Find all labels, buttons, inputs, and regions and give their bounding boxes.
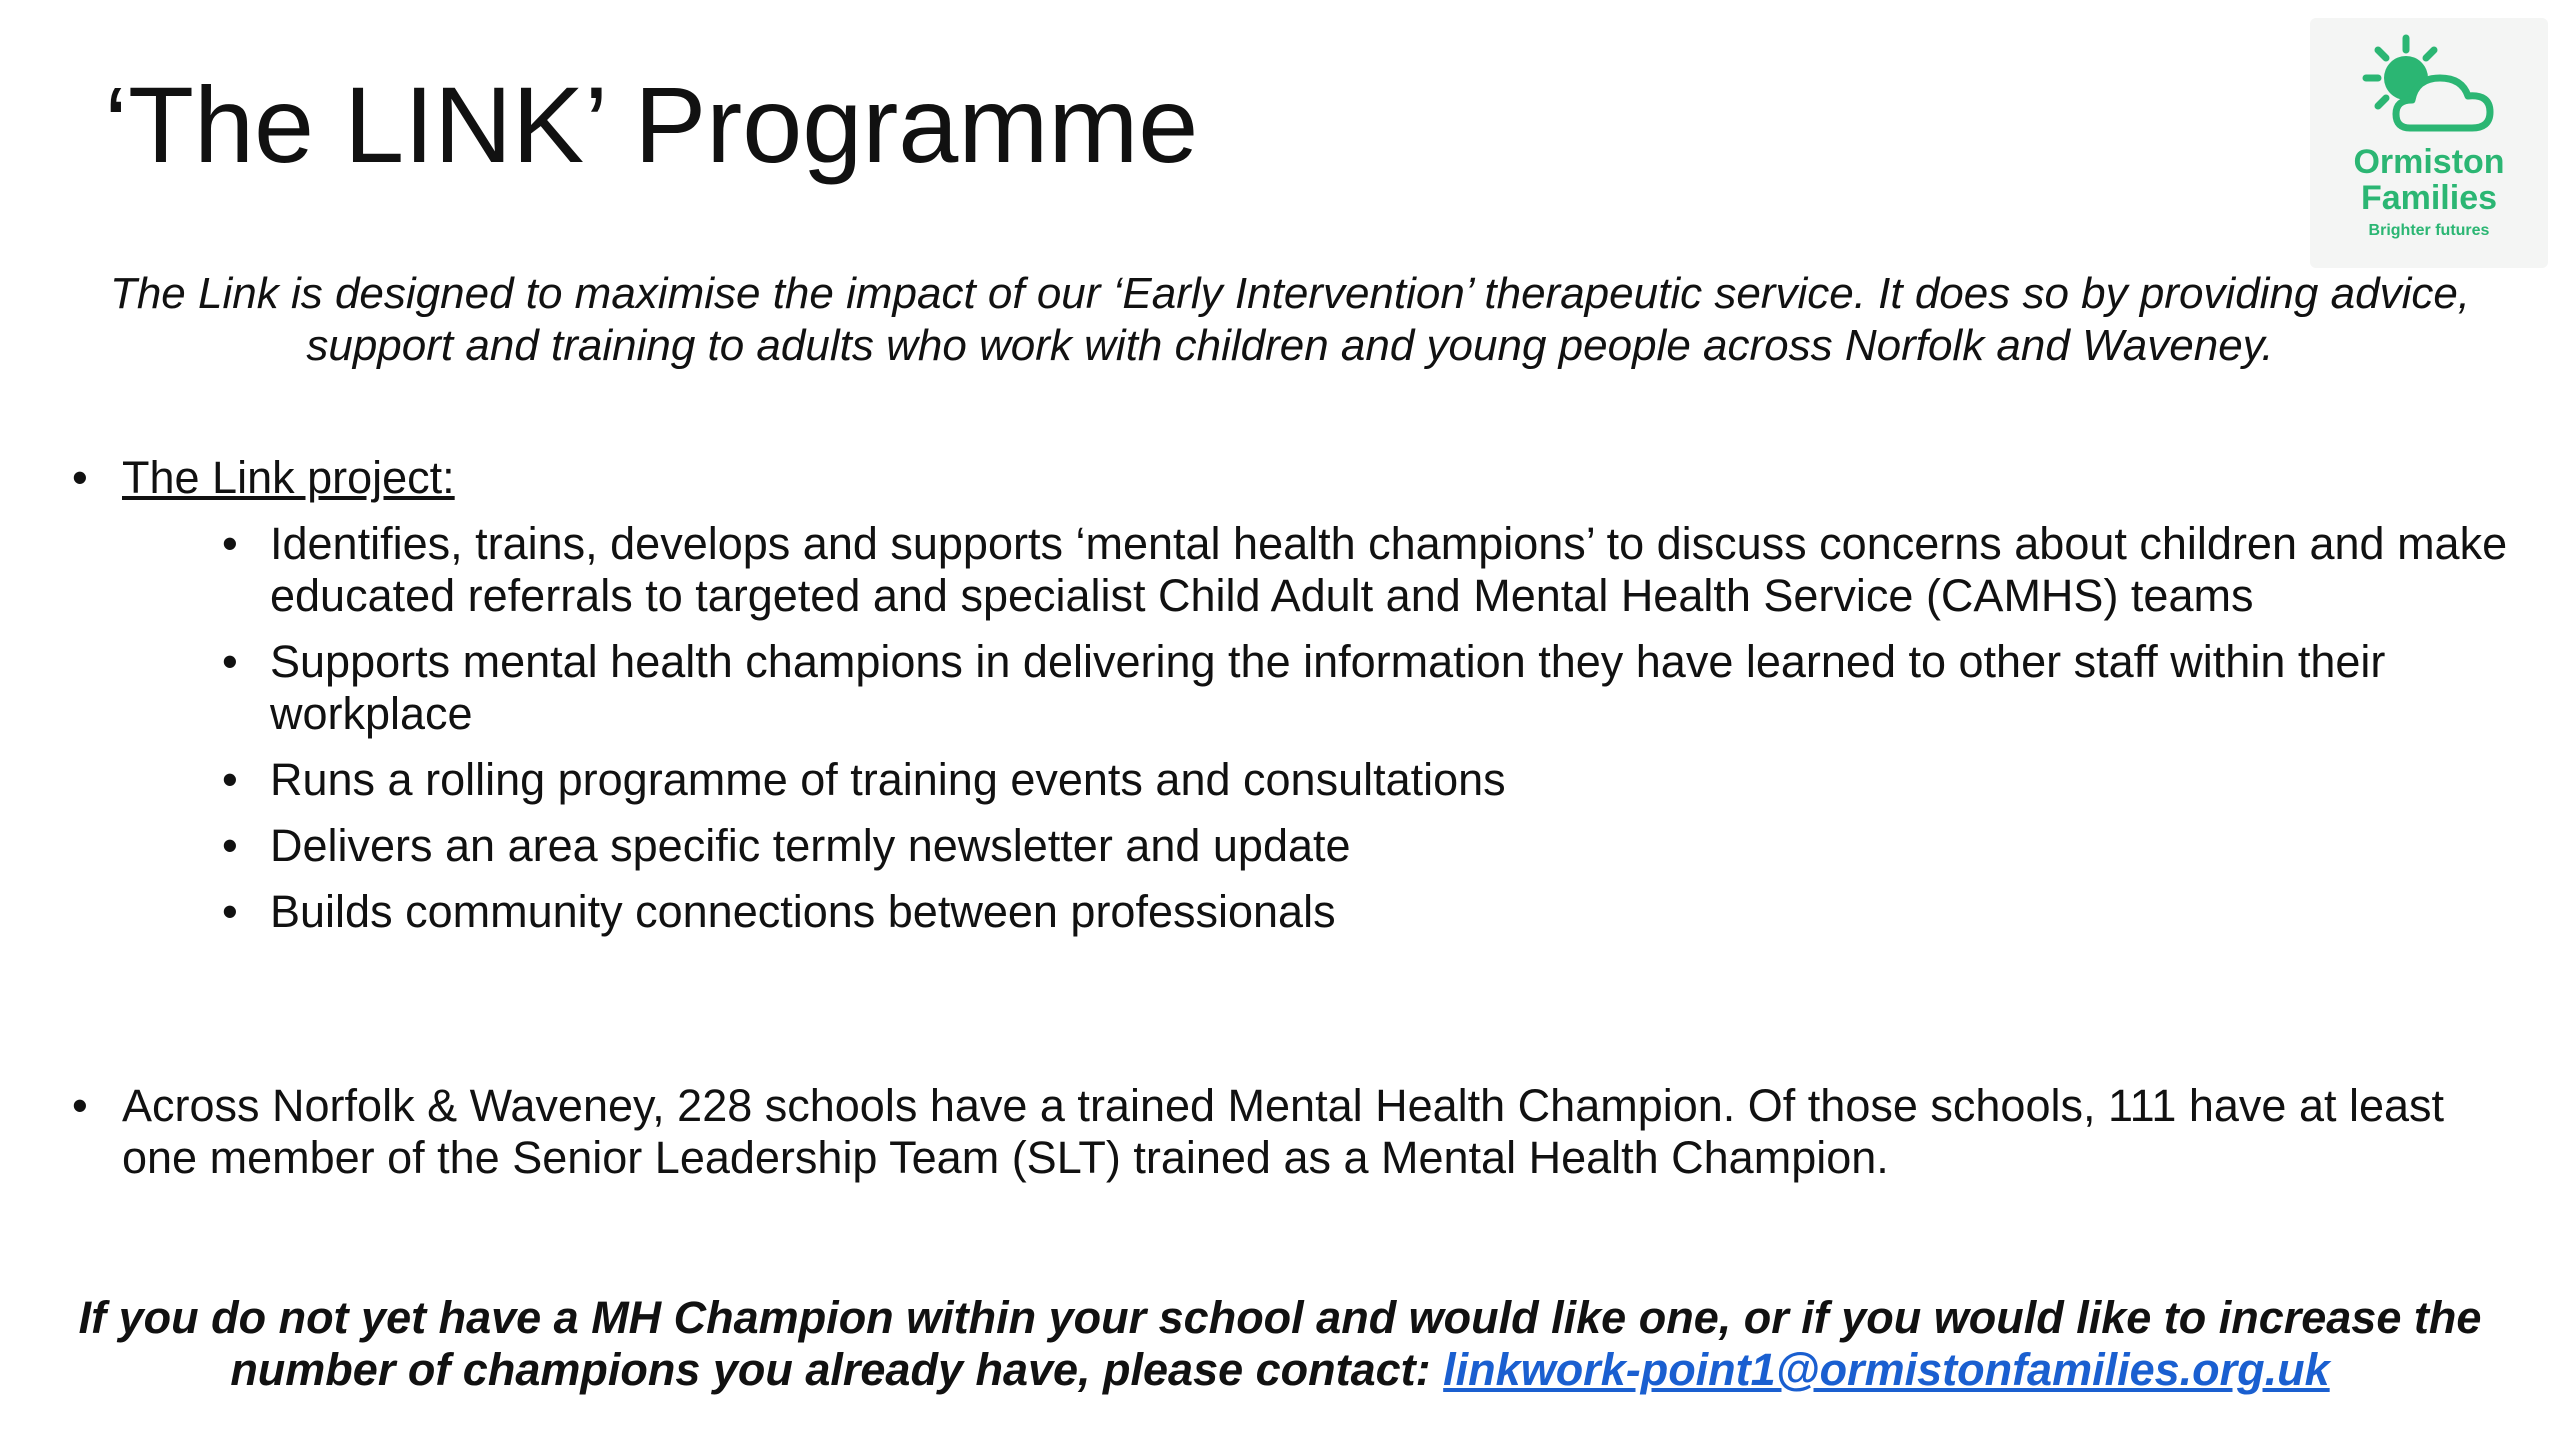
contact-paragraph: [60, 1292, 2500, 1396]
intro-paragraph: The Link is designed to maximise the impact of our ‘Early Intervention’ therapeutic service. It does so by providing advice, support and training to adults who work with children and young people across Norfolk and Waveney.: [109, 269, 2471, 370]
project-items-list: [122, 518, 2512, 938]
list-item: • Runs a rolling programme of training events and consultations: [122, 754, 2512, 806]
list-item: • Supports mental health champions in delivering the information they have learned to other staff within their workplace: [122, 636, 2512, 740]
contact-text: If you do not yet have a MH Champion within your school and would like one, or if you would like to increase the number of champions you already have, please contact:: [78, 1292, 2482, 1395]
sun-cloud-icon: [2340, 32, 2520, 144]
ormiston-families-logo: [2310, 18, 2548, 268]
contact-email-link[interactable]: linkwork-point1@ormistonfamilies.org.uk: [1443, 1344, 2330, 1395]
list-item: • Delivers an area specific termly newsletter and update: [122, 820, 2512, 872]
page-title: ‘The LINK’ Programme: [104, 64, 1199, 185]
list-item: • Identifies, trains, develops and supports ‘mental health champions’ to discuss concerns about children and make educated referrals to targeted and specialist Child Adult and Mental Health Service (CAMHS) teams: [122, 518, 2512, 622]
logo-tagline: Brighter futures: [2368, 222, 2490, 239]
logo-name-line2: Families: [2360, 179, 2498, 217]
project-label: The Link project:: [122, 452, 455, 503]
project-bullet: [72, 452, 2512, 938]
logo-name-line1: Ormiston: [2353, 143, 2505, 181]
stats-bullet: • Across Norfolk & Waveney, 228 schools have a trained Mental Health Champion. Of those schools, 111 have at least one member of the Senior Leadership Team (SLT) trained as a Mental Health Champion.: [72, 1080, 2512, 1184]
list-item: • Builds community connections between professionals: [122, 886, 2512, 938]
project-section: [72, 452, 2512, 952]
